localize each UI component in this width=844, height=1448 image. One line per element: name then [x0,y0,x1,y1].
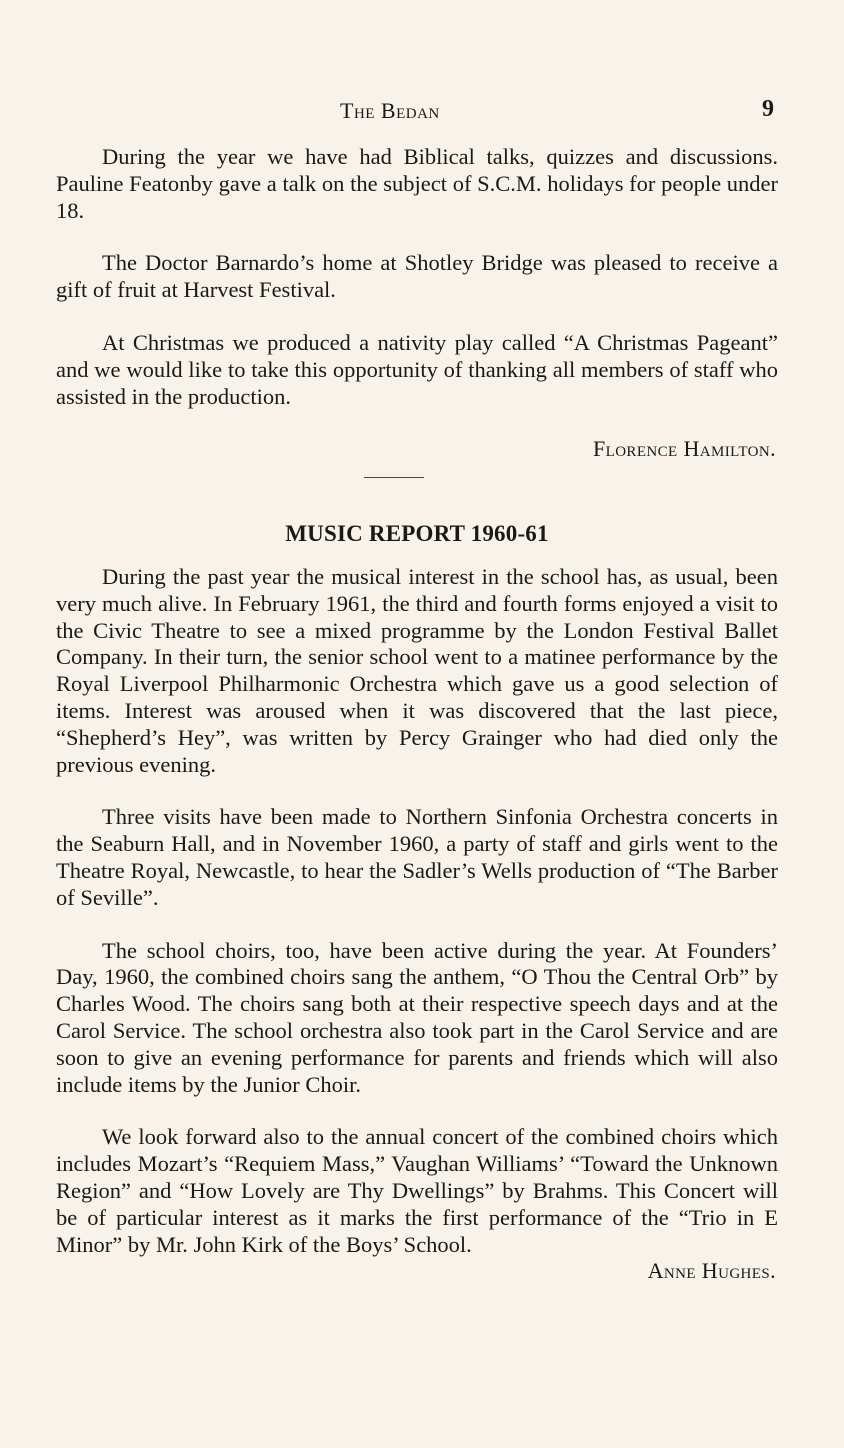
page-body [56,144,778,1285]
journal-title: The Bedan [340,98,440,123]
section-divider [364,477,424,478]
music-report-title: MUSIC REPORT 1960-61 [285,521,549,547]
signature-florence-hamilton: Florence Hamilton. [593,436,776,462]
paragraph: During the past year the musical interest in the school has, as usual, been very much alive. In February 1961, the third and fourth forms enjoyed a visit to the Civic Theatre to see a mixed programme by the London Festival Ballet Company. In their turn, the senior school went to a matinee performance by the Royal Liverpool Philharmonic Orchestra which gave us a good selection of items. Interest was aroused when it was discovered that the last piece, “Shepherd’s Hey”, was written by Percy Grainger who had died only the previous evening. [56,563,778,777]
paragraph: The Doctor Barnardo’s home at Shotley Bridge was pleased to receive a gift of fruit at Harvest Festival. [56,250,778,303]
paragraph: We look forward also to the annual concert of the combined choirs which includes Mozart’s “Requiem Mass,” Vaughan Williams’ “Toward the Unknown Region” and “How Lovely are Thy Dwellings” by Brahms. This Concert will be of particular interest as it marks the first performance of the “Trio in E Minor” by Mr. John Kirk of the Boys’ School. [56,1124,778,1257]
paragraph: Three visits have been made to Northern Sinfonia Orchestra concerts in the Seaburn Hall, and in November 1960, a party of staff and girls went to the Theatre Royal, Newcastle, to hear the Sadler’s Wells production of “The Barber of Seville”. [56,804,778,910]
page-number: 9 [762,96,774,122]
paragraph: At Christmas we produced a nativity play called “A Christmas Pageant” and we would like to take this opportunity of thanking all members of staff who assisted in the production. [56,329,778,409]
paragraph: The school choirs, too, have been active during the year. At Founders’ Day, 1960, the combined choirs sang the anthem, “O Thou the Central Orb” by Charles Wood. The choirs sang both at their respective speech days and at the Carol Service. The school orchestra also took part in the Carol Service and are soon to give an evening performance for parents and friends which will also include items by the Junior Choir. [56,937,778,1097]
running-head [0,98,844,128]
signature-anne-hughes: Anne Hughes. [647,1258,776,1284]
paragraph: During the year we have had Biblical talks, quizzes and discussions. Pauline Featonby gave a talk on the subject of S.C.M. holidays for people under 18. [56,144,778,223]
divider-area [56,463,778,505]
